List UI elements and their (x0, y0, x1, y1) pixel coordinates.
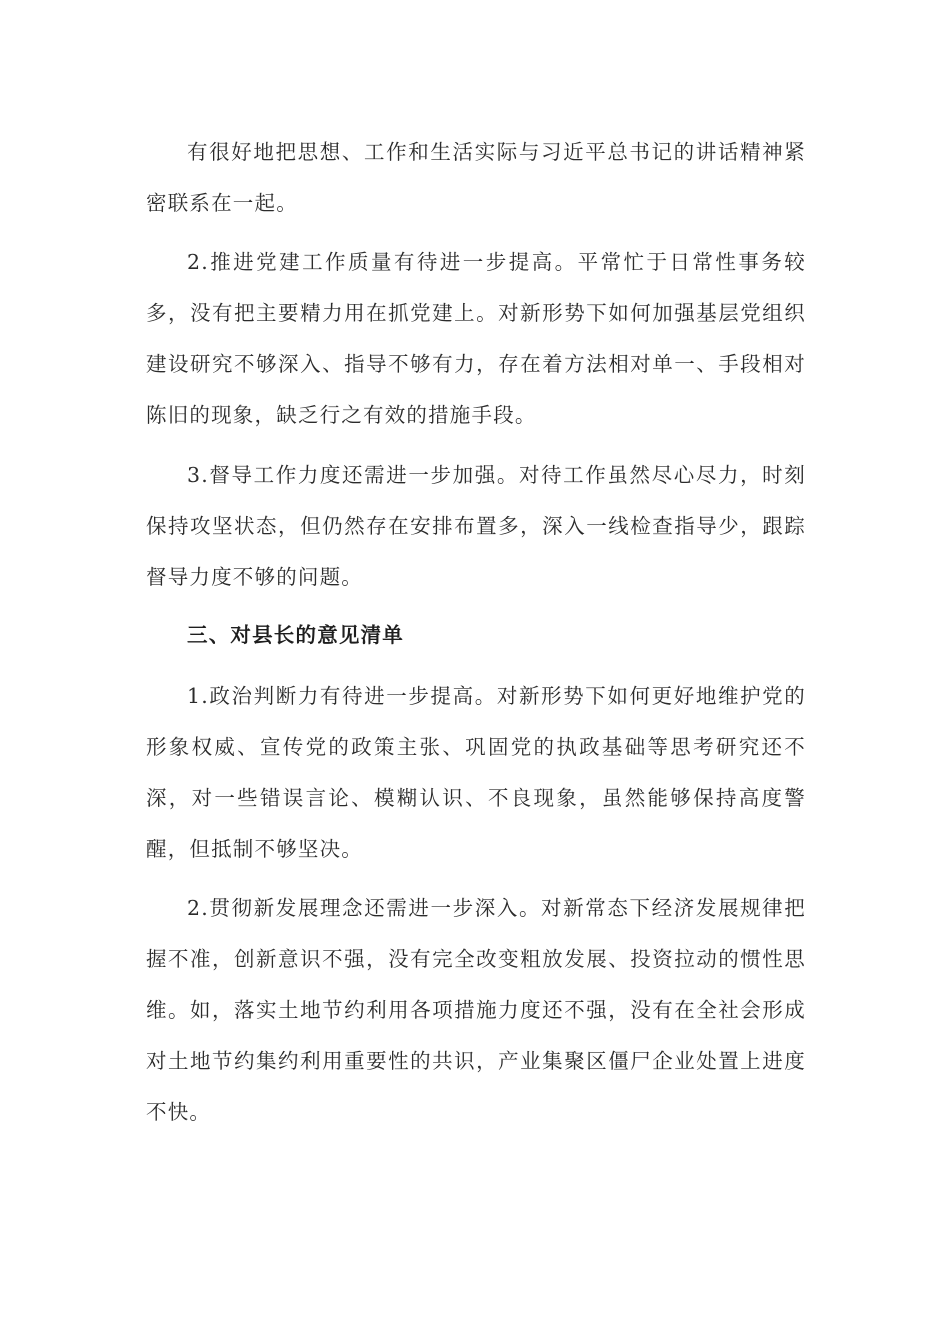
section-heading: 三、对县长的意见清单 (187, 623, 404, 647)
paragraph-supervision: 3.督导工作力度还需进一步加强。对待工作虽然尽心尽力，时刻保持攻坚状态，但仍然存在安排布置多，深入一线检查指导少，跟踪督导力度不够的问题。 (146, 463, 806, 589)
paragraph-political-judgment: 1.政治判断力有待进一步提高。对新形势下如何更好地维护党的形象权威、宣传党的政策主张、巩固党的执政基础等思考研究还不深，对一些错误言论、模糊认识、不良现象，虽然能够保持高度警醒，但抵制不够坚决。 (146, 684, 806, 861)
paragraph-development-concept: 2.贯彻新发展理念还需进一步深入。对新常态下经济发展规律把握不准，创新意识不强，没有完全改变粗放发展、投资拉动的惯性思维。如，落实土地节约利用各项措施力度还不强，没有在全社会形成对土地节约集约利用重要性的共识，产业集聚区僵尸企业处置上进度不快。 (146, 896, 806, 1124)
paragraph-party-building: 2.推进党建工作质量有待进一步提高。平常忙于日常性事务较多，没有把主要精力用在抓党建上。对新形势下如何加强基层党组织建设研究不够深入、指导不够有力，存在着方法相对单一、手段相对陈旧的现象，缺乏行之有效的措施手段。 (146, 250, 806, 427)
paragraph-continuation: 有很好地把思想、工作和生活实际与习近平总书记的讲话精神紧密联系在一起。 (146, 140, 806, 215)
